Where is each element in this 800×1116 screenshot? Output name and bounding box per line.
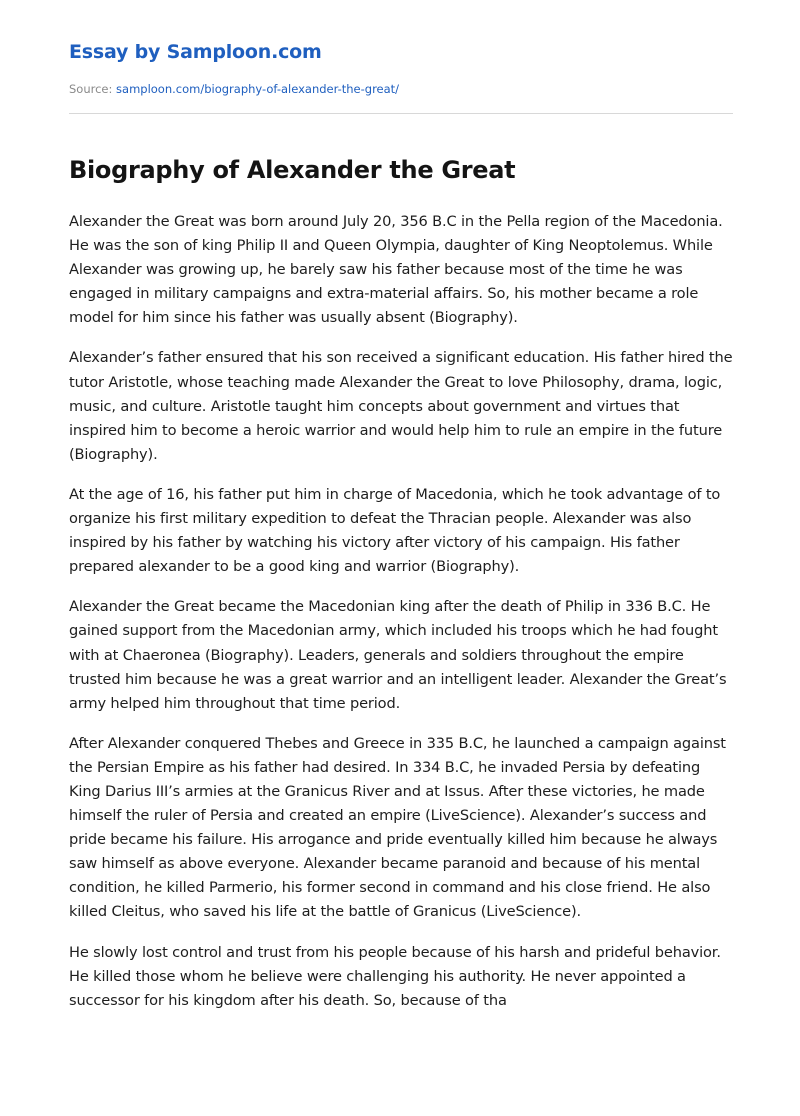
- paragraph: Alexander the Great was born around July 20, 356 B.C in the Pella region of the Macedonia. He was the son of king Philip II and Queen Olympia, daughter of King Neoptolemus. While Alexander was growing up, he barely saw his father because most of the time he was engaged in military campaigns and extra-material affairs. So, his mother became a role model for him since his father was usually absent (Biography).: [69, 213, 723, 327]
- source-label: Source:: [69, 82, 113, 96]
- paragraph: He slowly lost control and trust from his people because of his harsh and prideful behavior. He killed those whom he believe were challenging his authority. He never appointed a successor for his kingdom after his death. So, because of tha: [69, 943, 721, 1009]
- site-brand[interactable]: Essay by Samploon.com: [69, 41, 322, 63]
- paragraph: Alexander the Great became the Macedonian king after the death of Philip in 336 B.C. He gained support from the Macedonian army, which included his troops which he had fought with at Chaeronea (Biography). Leaders, generals and soldiers throughout the empire trusted him because he was a great warrior and an intelligent leader. Alexander the Great’s army helped him throughout that time period.: [69, 598, 727, 712]
- source-link[interactable]: samploon.com/biography-of-alexander-the-great/: [116, 82, 400, 96]
- paragraph: Alexander’s father ensured that his son received a significant education. His father hired the tutor Aristotle, whose teaching made Alexander the Great to love Philosophy, drama, logic, music, and culture. Aristotle taught him concepts about government and virtues that inspired him to become a heroic warrior and would help him to rule an empire in the future (Biography).: [69, 349, 733, 463]
- paragraph: After Alexander conquered Thebes and Greece in 335 B.C, he launched a campaign against the Persian Empire as his father had desired. In 334 B.C, he invaded Persia by defeating King Darius III’s armies at the Granicus River and at Issus. After these victories, he made himself the ruler of Persia and created an empire (LiveScience). Alexander’s success and pride became his failure. His arrogance and pride eventually killed him because he always saw himself as above everyone. Alexander became paranoid and because of his mental condition, he killed Parmerio, his former second in command and his close friend. He also killed Cleitus, who saved his life at the battle of Granicus (LiveScience).: [69, 734, 726, 921]
- header-divider: [69, 113, 733, 114]
- source-line: [69, 82, 399, 96]
- essay-title: Biography of Alexander the Great: [69, 156, 516, 184]
- paragraph: At the age of 16, his father put him in charge of Macedonia, which he took advantage of to organize his first military expedition to defeat the Thracian people. Alexander was also inspired by his father by watching his victory after victory of his campaign. His father prepared alexander to be a good king and warrior (Biography).: [69, 485, 721, 576]
- essay-body: [69, 210, 733, 1029]
